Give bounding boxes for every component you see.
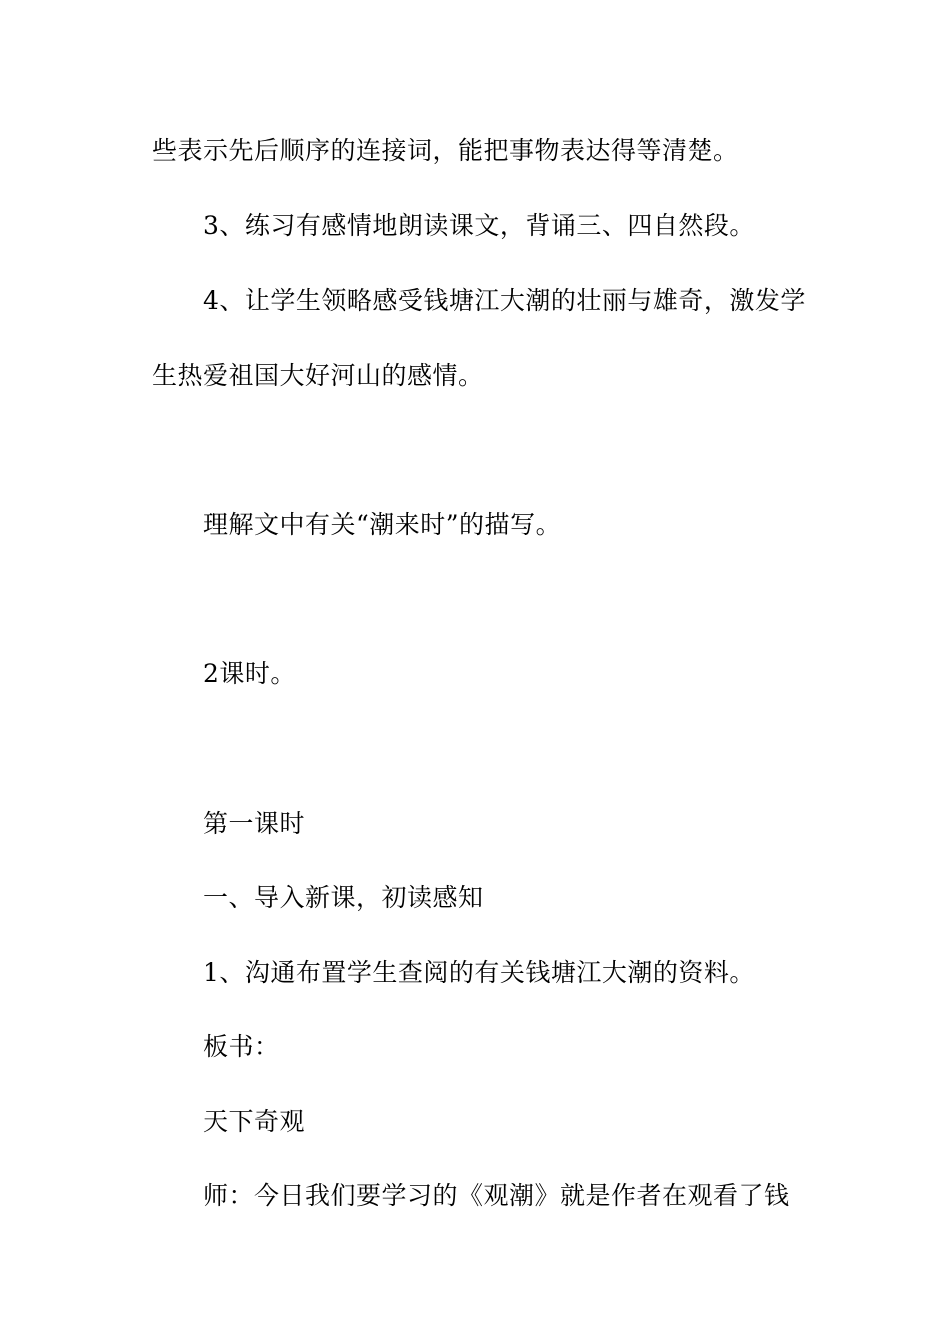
text-line-11: 天下奇观 <box>203 1107 306 1136</box>
text-line-12: 师：今日我们要学习的《观潮》就是作者在观看了钱 <box>203 1181 790 1210</box>
text-line-8: 一、导入新课，初读感知 <box>203 883 484 912</box>
text-line-6: 2课时。 <box>203 659 296 688</box>
text-line-9: 1、沟通布置学生查阅的有关钱塘江大潮的资料。 <box>203 958 755 987</box>
text-line-1: 些表示先后顺序的连接词，能把事物表达得等清楚。 <box>152 136 739 165</box>
text-line-2: 3、练习有感情地朗读课文，背诵三、四自然段。 <box>203 211 755 240</box>
text-line-3: 4、让学生领略感受钱塘江大潮的壮丽与雄奇，激发学 <box>203 286 806 315</box>
text-line-4: 生热爱祖国大好河山的感情。 <box>152 361 484 390</box>
text-line-5: 理解文中有关“潮来时”的描写。 <box>203 510 562 539</box>
text-line-10: 板书： <box>203 1032 280 1061</box>
text-line-7: 第一课时 <box>203 809 306 838</box>
